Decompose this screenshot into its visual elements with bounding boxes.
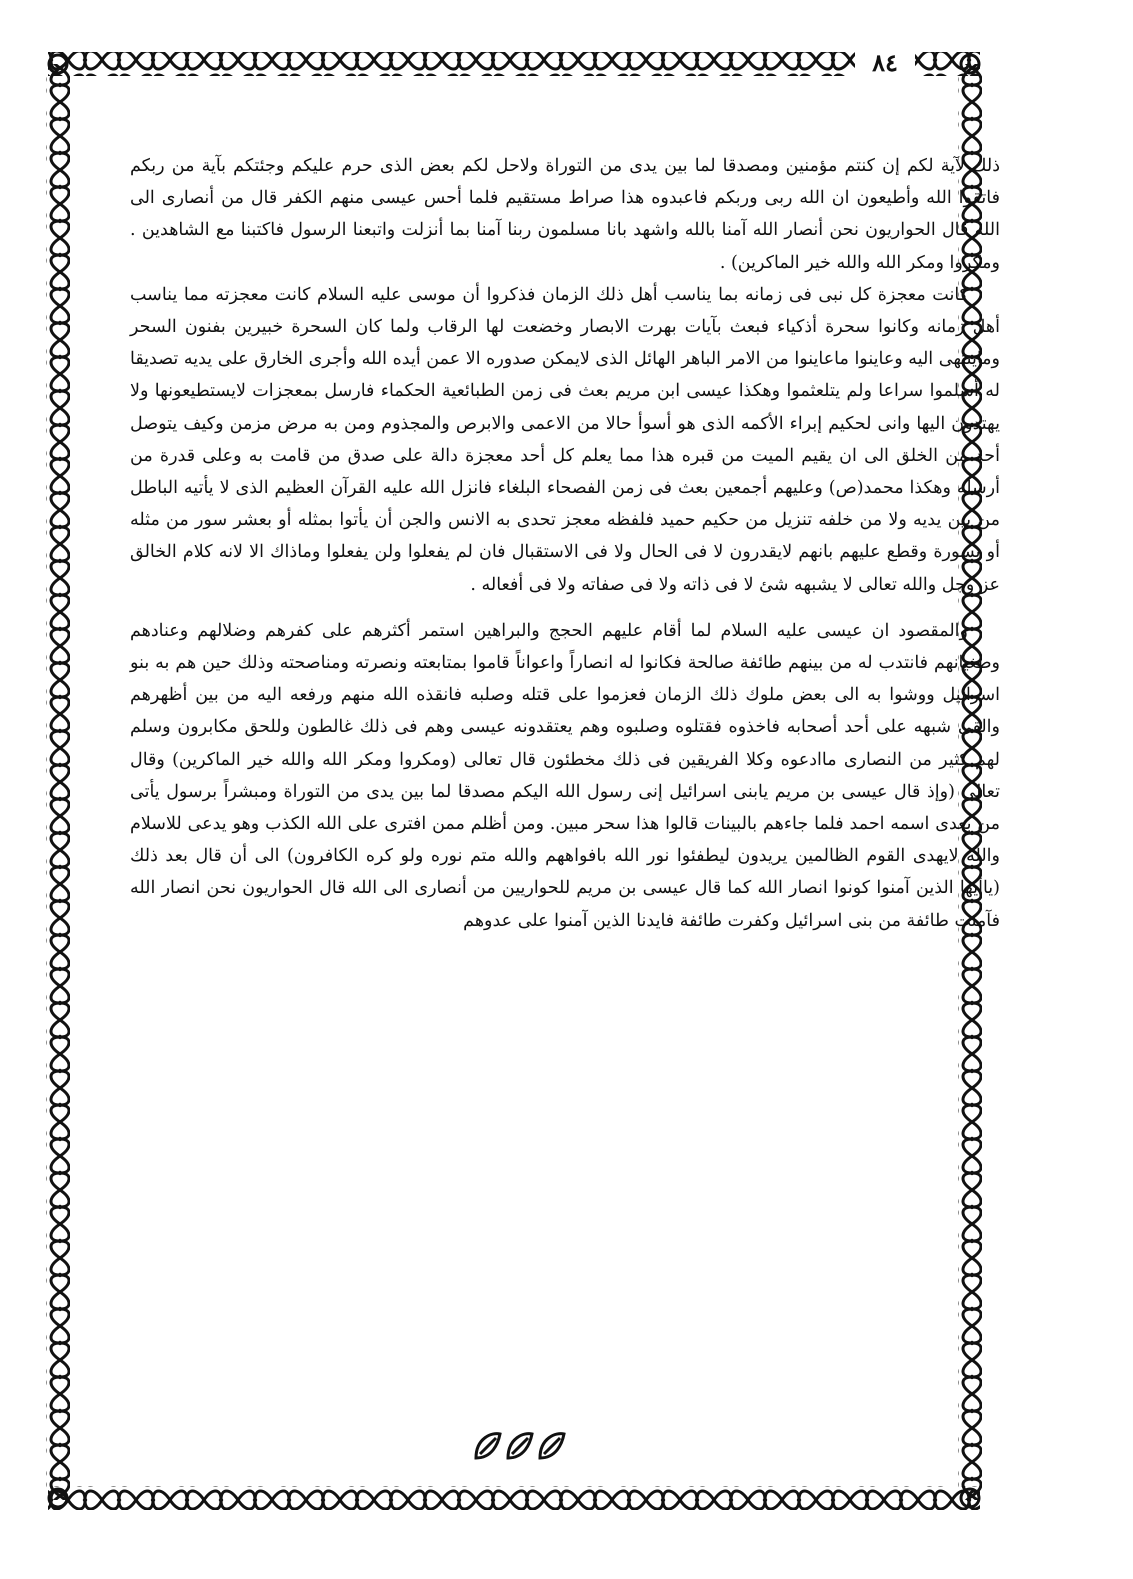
page-number: ٨٤ — [855, 46, 915, 80]
paragraph-3: والمقصود ان عيسى عليه السلام لما أقام عليهم الحجج والبراهين استمر أكثرهم على كفرهم وضلالهم وعنادهم وطغيانهم فانتدب له من بينهم طائفة صالحة فكانوا له انصاراً واعواناً قاموا بمتابعته ونصرته ومناصحته وذلك حين هم به بنو اسرائيل ووشوا به الى بعض ملوك ذلك الزمان فعزموا على قتله وصلبه فانقذه الله منهم ورفعه اليه من بين أظهرهم والقى شبهه على أحد أصحابه فاخذوه فقتلوه وصلبوه وهم يعتقدونه عيسى وهم فى ذلك غالطون وللحق مكابرون وسلم لهم كثير من النصارى ماادعوه وكلا الفريقين فى ذلك مخطئون قال تعالى (ومكروا ومكر الله والله خير الماكرين) وقال تعالى (وإذ قال عيسى بن مريم يابنى اسرائيل إنى رسول الله اليكم مصدقا لما بين يدى من التوراة ومبشراً برسول يأتى من بعدى اسمه احمد فلما جاءهم بالبينات قالوا هذا سحر مبين. ومن أظلم ممن افترى على الله الكذب وهو يدعى للاسلام والله لايهدى القوم الظالمين يريدون ليطفئوا نور الله بافواههم والله متم نوره ولو كره الكافرون) الى أن قال بعد ذلك (ياأيها الذين آمنوا كونوا انصار الله كما قال عيسى بن مريم للحواريين من أنصارى الى الله قال الحواريون نحن انصار الله فآمنت طائفة من بنى اسرائيل وكفرت طائفة فايدنا الذين آمنوا على عدوهم — [130, 620, 1000, 931]
main-text — [130, 150, 1000, 1410]
paragraph-2: كانت معجزة كل نبى فى زمانه بما يناسب أهل ذلك الزمان فذكروا أن موسى عليه السلام كانت معجزته مما يناسب أهل زمانه وكانوا سحرة أذكياء فبعث بآيات بهرت الابصار وخضعت لها الرقاب ولما كان السحرة خبيرين بفنون السحر وماينتهى اليه وعاينوا ماعاينوا من الامر الباهر الهائل الذى لايمكن صدوره الا عمن أيده الله وأجرى الخارق على يديه تصديقا له أسلموا سراعا ولم يتلعثموا وهكذا عيسى ابن مريم بعث فى زمن الطبائعية الحكماء فارسل بمعجزات لايستطيعونها ولا يهتدون اليها وانى لحكيم إبراء الأكمه الذى هو أسوأ حالا من الاعمى والابرص والمجذوم ومن به مرض مزمن وكيف يتوصل أحد من الخلق الى ان يقيم الميت من قبره هذا مما يعلم كل أحد معجزة دالة على صدق من قامت به وعلى قدرة من أرسله وهكذا محمد(ص) وعليهم أجمعين بعث فى زمن الفصحاء البلغاء فانزل الله عليه القرآن العظيم الذى لا يأتيه الباطل من بين يديه ولا من خلفه تنزيل من حكيم حميد فلفظه معجز تحدى به الانس والجن أن يأتوا بمثله أو بعشر سور من مثله أو بسورة وقطع عليهم بانهم لايقدرون لا فى الحال ولا فى الاستقبال فان لم يفعلوا ولن يفعلوا وماذاك الا لانه كلام الخالق عز وجل والله تعالى لا يشبهه شئ لا فى ذاته ولا فى صفاته ولا فى أفعاله . — [130, 284, 1000, 595]
leaf-ornament-icon — [470, 1428, 570, 1464]
paragraph-1: ذلك لآية لكم إن كنتم مؤمنين ومصدقا لما بين يدى من التوراة ولاحل لكم بعض الذى حرم عليكم وجئتكم بآية من ربكم فاتقوا الله وأطيعون ان الله ربى وربكم فاعبدوه هذا صراط مستقيم فلما أحس عيسى منهم الكفر قال من أنصارى الى الله قال الحواريون نحن أنصار الله آمنا بالله واشهد بانا مسلمون ربنا آمنا بما أنزلت واتبعنا الرسول فاكتبنا مع الشاهدين . ومكروا ومكر الله والله خير الماكرين) . — [130, 156, 1000, 273]
